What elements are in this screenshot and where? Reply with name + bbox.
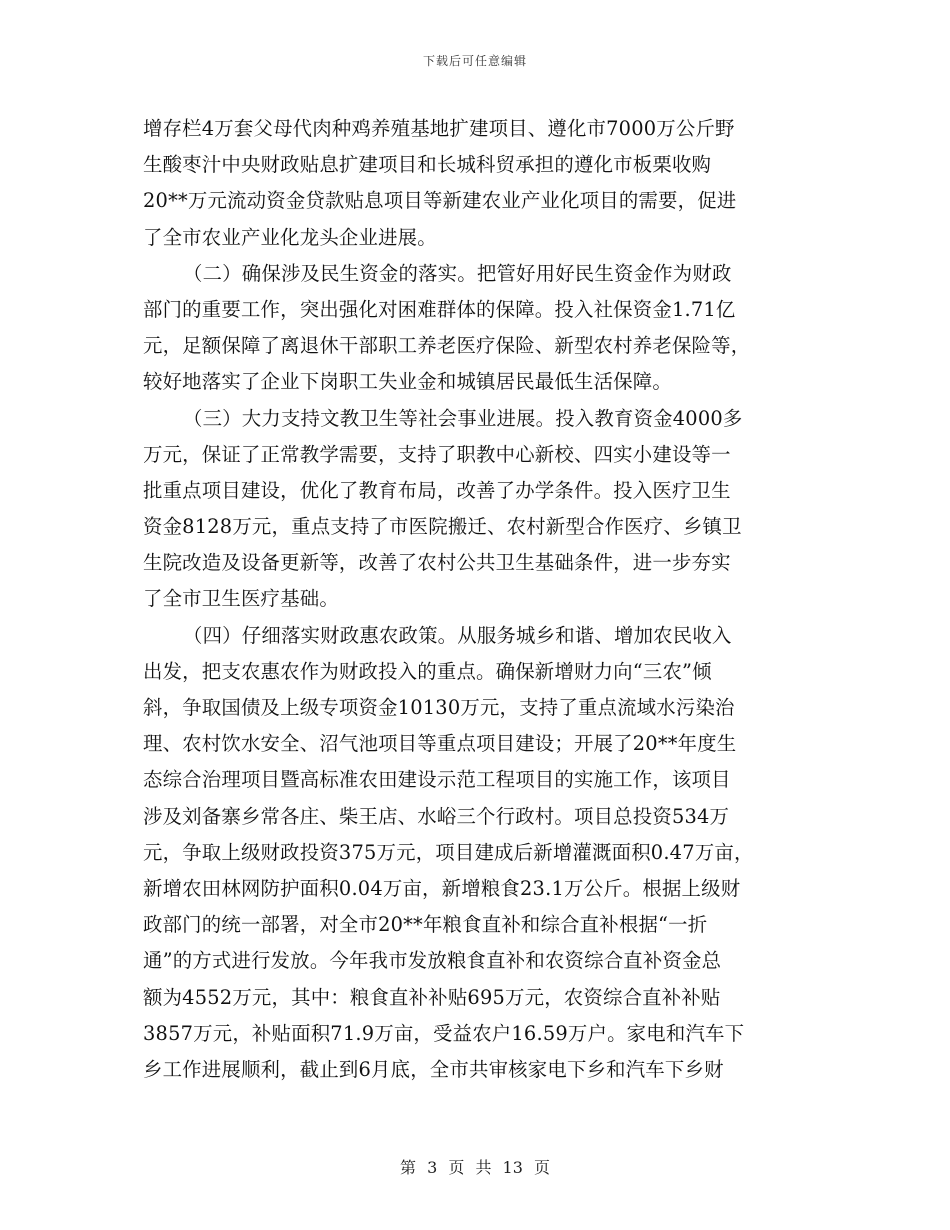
text-line: 较好地落实了企业下岗职工失业金和城镇居民最低生活保障。 <box>143 370 672 394</box>
text-line: 通”的方式进行发放。今年我市发放粮食直补和农资综合直补资金总 <box>143 949 722 973</box>
text-line: 20**万元流动资金贷款贴息项目等新建农业产业化项目的需要，促进 <box>143 189 737 213</box>
text-line: 3857万元，补贴面积71.9万亩，受益农户16.59万户。家电和汽车下 <box>143 1021 745 1045</box>
text-line: 斜，争取国债及上级专项资金10130万元，支持了重点流域水污染治 <box>143 696 735 719</box>
text-line: 出发，把支农惠农作为财政投入的重点。确保新增财力向“三农”倾 <box>143 659 712 683</box>
text-line: 元，足额保障了离退休干部职工养老医疗保险、新型农村养老保险等， <box>143 334 751 358</box>
page-header-note: 下载后可任意编辑 <box>422 54 527 68</box>
text-line: 涉及刘备寨乡常各庄、柴王店、水峪三个行政村。项目总投资534万 <box>143 804 730 828</box>
text-line: 资金8128万元，重点支持了市医院搬迁、农村新型合作医疗、乡镇卫 <box>143 515 742 539</box>
text-line: （二）确保涉及民生资金的落实。把管好用好民生资金作为财政 <box>183 261 732 285</box>
text-line: （三）大力支持文教卫生等社会事业进展。投入教育资金4000多 <box>183 406 743 430</box>
text-line: 额为4552万元，其中：粮食直补补贴695万元，农资综合直补补贴 <box>143 985 721 1009</box>
text-line: 政部门的统一部署，对全市20**年粮食直补和综合直补根据“一折 <box>143 913 708 937</box>
text-line: 乡工作进展顺利，截止到6月底，全市共审核家电下乡和汽车下乡财 <box>143 1057 724 1081</box>
text-line: 了全市农业产业化龙头企业进展。 <box>143 225 437 249</box>
page-number: 第 3 页 共 13 页 <box>400 1158 550 1177</box>
document-body <box>143 111 803 1088</box>
text-line: 态综合治理项目暨高标准农田建设示范工程项目的实施工作，该项目 <box>143 768 731 792</box>
text-line: 元，争取上级财政投资375万元，项目建成后新增灌溉面积0.47万亩， <box>143 840 754 864</box>
text-line: 生酸枣汁中央财政贴息扩建项目和长城科贸承担的遵化市板栗收购 <box>143 153 712 177</box>
text-line: 部门的重要工作，突出强化对困难群体的保障。投入社保资金1.71亿 <box>143 297 736 321</box>
text-line: 新增农田林网防护面积0.04万亩，新增粮食23.1万公斤。根据上级财 <box>143 876 741 900</box>
text-line: 增存栏4万套父母代肉种鸡养殖基地扩建项目、遵化市7000万公斤野 <box>143 117 735 140</box>
text-line: 万元，保证了正常教学需要，支持了职教中心新校、四实小建设等一 <box>143 442 731 466</box>
text-line: 批重点项目建设，优化了教育布局，改善了办学条件。投入医疗卫生 <box>143 478 731 502</box>
text-line: 生院改造及设备更新等，改善了农村公共卫生基础条件，进一步夯实 <box>143 551 731 575</box>
text-line: （四）仔细落实财政惠农政策。从服务城乡和谐、增加农民收入 <box>183 623 732 647</box>
text-line: 了全市卫生医疗基础。 <box>143 587 339 611</box>
text-line: 理、农村饮水安全、沼气池项目等重点项目建设；开展了20**年度生 <box>143 732 737 756</box>
